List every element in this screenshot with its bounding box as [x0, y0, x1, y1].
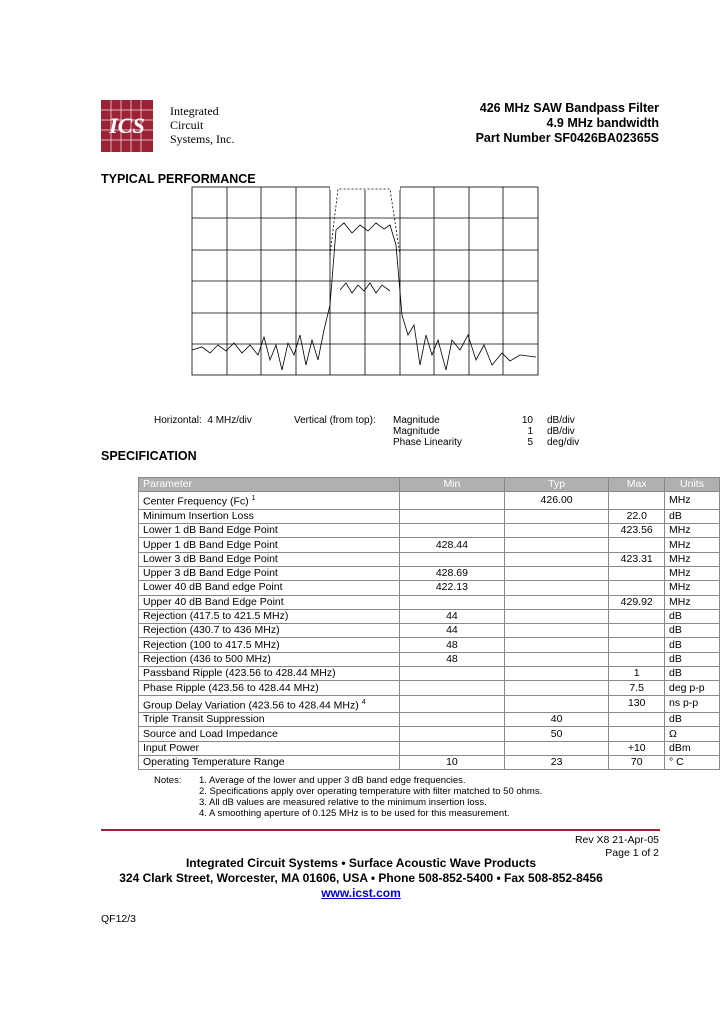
company-logo [101, 100, 153, 152]
table-row [139, 609, 720, 623]
min-cell: 428.69 [400, 566, 505, 580]
parameter-cell: Upper 3 dB Band Edge Point [139, 566, 400, 580]
title-line-2: 4.9 MHz bandwidth [546, 116, 659, 130]
typ-cell [504, 509, 609, 523]
min-cell [400, 492, 505, 510]
header-max: Max [609, 478, 665, 492]
table-header-row [139, 478, 720, 492]
table-row [139, 681, 720, 695]
min-cell [400, 681, 505, 695]
website-link[interactable]: www.icst.com [321, 886, 401, 900]
units-cell: dB [665, 638, 720, 652]
min-cell: 44 [400, 624, 505, 638]
vertical-legend [393, 415, 583, 448]
max-cell [609, 652, 665, 666]
footer-line-1: Integrated Circuit Systems • Surface Acoustic Wave Products [185, 856, 537, 870]
parameter-cell: Center Frequency (Fc) $^1$ [139, 492, 400, 510]
units-cell: dB [665, 509, 720, 523]
typ-cell [504, 524, 609, 538]
max-cell [609, 727, 665, 741]
notes-list [199, 775, 542, 819]
typ-cell [504, 741, 609, 755]
min-cell [400, 713, 505, 727]
table-row [139, 667, 720, 681]
typ-cell: 50 [504, 727, 609, 741]
typ-cell [504, 595, 609, 609]
typ-cell [504, 695, 609, 713]
max-cell [609, 566, 665, 580]
max-cell [609, 609, 665, 623]
min-cell [400, 595, 505, 609]
min-cell [400, 667, 505, 681]
units-cell: dB [665, 609, 720, 623]
min-cell [400, 695, 505, 713]
header-units: Units [665, 478, 720, 492]
units-cell: dBm [665, 741, 720, 755]
typ-cell [504, 609, 609, 623]
max-cell: 429.92 [609, 595, 665, 609]
table-row [139, 509, 720, 523]
parameter-cell: Minimum Insertion Loss [139, 509, 400, 523]
table-row [139, 552, 720, 566]
footnote-ref: 4 [361, 698, 366, 706]
note-item: 4. A smoothing aperture of 0.125 MHz is to be used for this measurement. [199, 808, 510, 819]
parameter-cell: Lower 1 dB Band Edge Point [139, 524, 400, 538]
footnote-ref: 1 [251, 495, 256, 503]
table-row [139, 492, 720, 510]
units-cell: MHz [665, 492, 720, 510]
footer-divider [101, 829, 660, 831]
min-cell: 428.44 [400, 538, 505, 552]
units-cell: dB [665, 624, 720, 638]
table-row [139, 756, 720, 770]
max-cell: 130 [609, 695, 665, 713]
specification-table [138, 477, 720, 770]
max-cell: 1 [609, 667, 665, 681]
parameter-cell: Upper 40 dB Band Edge Point [139, 595, 400, 609]
units-cell: MHz [665, 524, 720, 538]
parameter-cell: Lower 40 dB Band edge Point [139, 581, 400, 595]
page-number: Page 1 of 2 [605, 847, 659, 859]
min-cell [400, 741, 505, 755]
table-row [139, 638, 720, 652]
max-cell [609, 713, 665, 727]
units-cell: ° C [665, 756, 720, 770]
note-item: 3. All dB values are measured relative to the minimum insertion loss. [199, 797, 487, 808]
header-min: Min [400, 478, 505, 492]
note-item: 1. Average of the lower and upper 3 dB band edge frequencies. [199, 775, 466, 786]
vertical-legend-label: Vertical (from top): [294, 415, 376, 426]
table-row [139, 566, 720, 580]
units-cell: Ω [665, 727, 720, 741]
parameter-cell: Rejection (100 to 417.5 MHz) [139, 638, 400, 652]
footer-address: 324 Clark Street, Worcester, MA 01606, USA • Phone 508-852-5400 • Fax 508-852-8456 [119, 871, 603, 885]
typ-cell [504, 538, 609, 552]
max-cell [609, 581, 665, 595]
max-cell: 70 [609, 756, 665, 770]
note-item: 2. Specifications apply over operating temperature with filter matched to 50 ohms. [199, 786, 543, 797]
typ-cell [504, 667, 609, 681]
typ-cell [504, 638, 609, 652]
typ-cell [504, 552, 609, 566]
document-title [476, 101, 659, 146]
min-cell: 44 [400, 609, 505, 623]
max-cell: 22.0 [609, 509, 665, 523]
min-cell: 10 [400, 756, 505, 770]
max-cell: 423.56 [609, 524, 665, 538]
typ-cell: 426.00 [504, 492, 609, 510]
parameter-cell: Upper 1 dB Band Edge Point [139, 538, 400, 552]
parameter-cell: Group Delay Variation (423.56 to 428.44 MHz) $^4$ [139, 695, 400, 713]
units-cell: dB [665, 713, 720, 727]
specification-heading: SPECIFICATION [101, 449, 197, 463]
legend-row: Magnitude 1 dB/div [393, 426, 575, 437]
typ-cell [504, 624, 609, 638]
notes-label: Notes: [154, 775, 182, 786]
typ-cell [504, 681, 609, 695]
parameter-cell: Passband Ripple (423.56 to 428.44 MHz) [139, 667, 400, 681]
max-cell [609, 624, 665, 638]
min-cell [400, 509, 505, 523]
units-cell: deg p-p [665, 681, 720, 695]
header-parameter: Parameter [139, 478, 400, 492]
table-row [139, 624, 720, 638]
table-row [139, 713, 720, 727]
units-cell: MHz [665, 552, 720, 566]
company-name: Integrated Circuit Systems, Inc. [170, 104, 235, 146]
svg-text:ICS: ICS [109, 113, 145, 138]
typ-cell: 40 [504, 713, 609, 727]
table-row [139, 581, 720, 595]
table-row [139, 695, 720, 713]
units-cell: dB [665, 667, 720, 681]
typ-cell [504, 566, 609, 580]
max-cell: +10 [609, 741, 665, 755]
parameter-cell: Rejection (417.5 to 421.5 MHz) [139, 609, 400, 623]
form-id: QF12/3 [101, 913, 137, 925]
table-row [139, 741, 720, 755]
max-cell [609, 638, 665, 652]
min-cell [400, 727, 505, 741]
table-row [139, 538, 720, 552]
typ-cell [504, 652, 609, 666]
parameter-cell: Source and Load Impedance [139, 727, 400, 741]
min-cell: 422.13 [400, 581, 505, 595]
parameter-cell: Phase Ripple (423.56 to 428.44 MHz) [139, 681, 400, 695]
table-row [139, 524, 720, 538]
parameter-cell: Lower 3 dB Band Edge Point [139, 552, 400, 566]
min-cell: 48 [400, 652, 505, 666]
max-cell [609, 492, 665, 510]
revision: Rev X8 21-Apr-05 [574, 834, 659, 846]
min-cell [400, 524, 505, 538]
parameter-cell: Rejection (436 to 500 MHz) [139, 652, 400, 666]
performance-plot [190, 185, 540, 405]
typ-cell [504, 581, 609, 595]
units-cell: dB [665, 652, 720, 666]
table-row [139, 595, 720, 609]
typ-cell: 23 [504, 756, 609, 770]
max-cell: 423.31 [609, 552, 665, 566]
min-cell: 48 [400, 638, 505, 652]
units-cell: MHz [665, 595, 720, 609]
part-number: Part Number SF0426BA02365S [475, 131, 659, 145]
max-cell: 7.5 [609, 681, 665, 695]
parameter-cell: Input Power [139, 741, 400, 755]
footer-contact [101, 856, 621, 901]
title-line-1: 426 MHz SAW Bandpass Filter [479, 101, 659, 115]
horizontal-legend: Horizontal: 4 MHz/div [154, 415, 252, 426]
header-typ: Typ [504, 478, 609, 492]
units-cell: MHz [665, 538, 720, 552]
parameter-cell: Operating Temperature Range [139, 756, 400, 770]
max-cell [609, 538, 665, 552]
units-cell: MHz [665, 581, 720, 595]
legend-row: Magnitude 10 dB/div [393, 415, 575, 426]
parameter-cell: Triple Transit Suppression [139, 713, 400, 727]
units-cell: ns p-p [665, 695, 720, 713]
table-row [139, 727, 720, 741]
legend-row: Phase Linearity 5 deg/div [393, 437, 580, 448]
units-cell: MHz [665, 566, 720, 580]
parameter-cell: Rejection (430.7 to 436 MHz) [139, 624, 400, 638]
table-row [139, 652, 720, 666]
min-cell [400, 552, 505, 566]
typical-performance-heading: TYPICAL PERFORMANCE [101, 172, 256, 186]
